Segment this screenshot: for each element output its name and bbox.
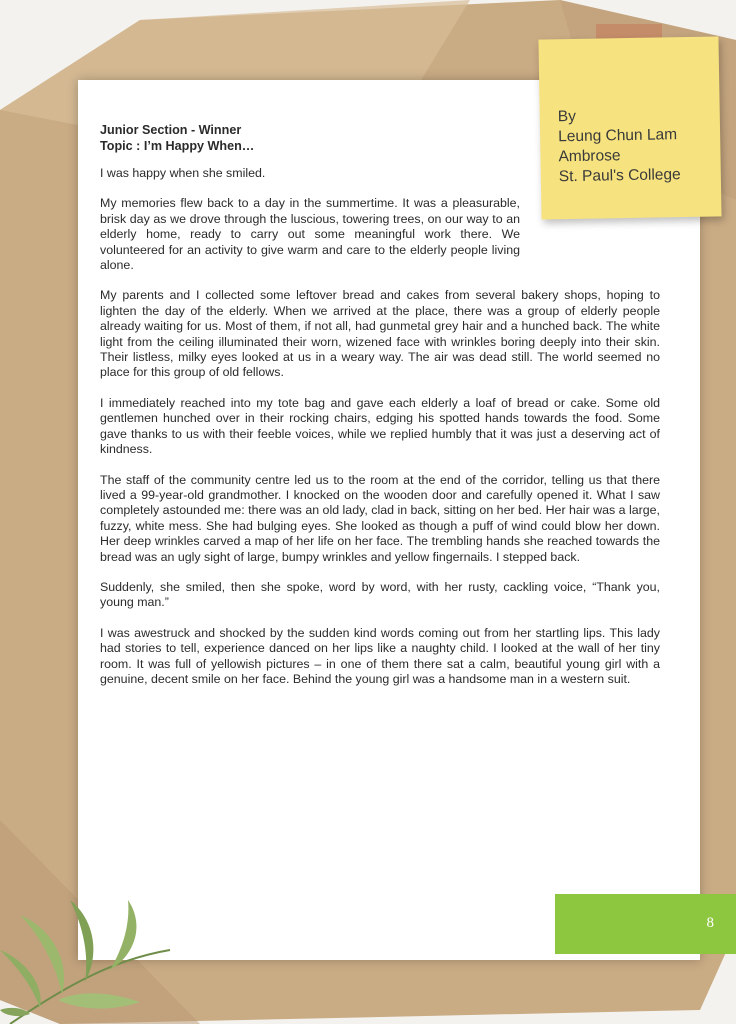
paragraph: Suddenly, she smiled, then she spoke, word by word, with her rusty, cackling voice, “Thank you, young man.”	[100, 579, 660, 610]
topic-title: Topic : I’m Happy When…	[100, 139, 255, 153]
school-name: St. Paul's College	[558, 166, 681, 186]
paragraph: I was awestruck and shocked by the sudden kind words coming out from her startling lips. This lady had stories to tell, experience danced on her lips like a naughty child. I looked at the wall of her tiny room. It was full of yellowish pictures – in one of them there sat a calm, beautiful young girl with a genuine, decent smile on her face. Behind the young girl was a handsome man in a western suit.	[100, 625, 660, 686]
paragraph: My parents and I collected some leftover bread and cakes from several bakery shops, hoping to lighten the day of the elderly. When we arrived at the place, there was a group of elderly people already waiting for us. Most of them, if not all, had gunmetal grey hair and a hunched back. The white light from the ceiling illuminated their worn, wizened face with wrinkles boring deeply into their skin. Their listless, milky eyes looked at us in a weary way. The air was dead still. The world seemed no place for this group of old fellows.	[100, 288, 660, 380]
page-number-tab	[555, 894, 736, 954]
author-name: Leung Chun Lam	[557, 126, 678, 146]
section-title: Junior Section - Winner	[100, 123, 242, 137]
author-byline	[558, 105, 681, 187]
paragraph: My memories flew back to a day in the summertime. It was a pleasurable, brisk day as we drove through the luscious, towering trees, on our way to an elderly home, ready to carry out some meaningful work there. We volunteered for an activity to give warm and care to the elderly people living alone.	[100, 196, 520, 273]
paragraph: I was happy when she smiled.	[100, 166, 266, 180]
byline-by: By	[557, 107, 577, 126]
paragraph: I immediately reached into my tote bag and gave each elderly a loaf of bread or cake. Some old gentlemen hunched over in their rocking chairs, edging his spotted hands towards the food. Some gave thanks to us with their feeble voices, while we replied humbly that it was just a deserving act of kindness.	[100, 395, 660, 457]
leaf-branch-icon	[0, 890, 180, 1024]
sticky-note	[538, 36, 721, 219]
page-number: 8	[706, 915, 714, 931]
paragraph: The staff of the community centre led us to the room at the end of the corridor, telling us that there lived a 99-year-old grandmother. I knocked on the wooden door and carefully opened it. What I saw completely astounded me: there was an old lady, clad in back, sitting on her bed. Her hair was a large, fuzzy, white mess. She had bulging eyes. She looked as though a puff of wind could blow her down. Her deep wrinkles carved a map of her life on her face. The trembling hands she reached towards the bread was an ugly sight of large, bumpy wrinkles and yellow fingernails. I stepped back.	[100, 472, 660, 564]
author-name-2: Ambrose	[558, 147, 621, 166]
